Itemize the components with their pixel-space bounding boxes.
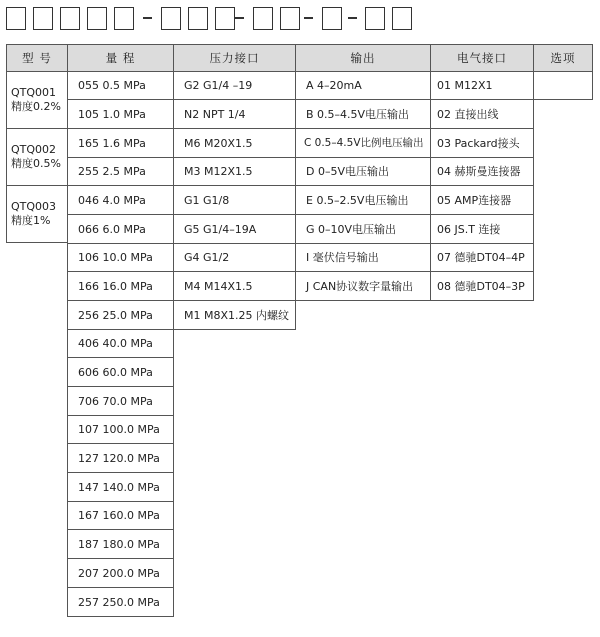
code-box xyxy=(161,7,181,30)
output-cell: E 0.5–2.5V电压输出 xyxy=(295,185,431,215)
header-range: 量 程 xyxy=(67,44,174,72)
model-name: QTQ001 xyxy=(11,86,57,99)
code-box xyxy=(87,7,107,30)
electrical-cell: 05 AMP连接器 xyxy=(430,185,534,215)
range-cell: 055 0.5 MPa xyxy=(67,71,174,100)
port-cell: G5 G1/4–19A xyxy=(173,214,296,244)
header-options: 选项 xyxy=(533,44,593,72)
port-cell: M6 M20X1.5 xyxy=(173,128,296,158)
range-cell: 406 40.0 MPa xyxy=(67,329,174,358)
electrical-cell: 08 德驰DT04–3P xyxy=(430,271,534,301)
header-output: 输出 xyxy=(295,44,431,72)
port-cell: G1 G1/8 xyxy=(173,185,296,215)
range-cell: 127 120.0 MPa xyxy=(67,443,174,473)
code-pattern xyxy=(0,0,600,40)
electrical-cell: 01 M12X1 xyxy=(430,71,534,100)
model-name: QTQ003 xyxy=(11,200,57,213)
model-cell xyxy=(6,185,68,243)
range-cell: 147 140.0 MPa xyxy=(67,472,174,502)
code-box xyxy=(280,7,300,30)
model-accuracy: 精度0.5% xyxy=(11,157,61,170)
range-cell: 187 180.0 MPa xyxy=(67,529,174,559)
range-cell: 257 250.0 MPa xyxy=(67,587,174,617)
model-accuracy: 精度1% xyxy=(11,214,51,227)
output-cell: I 毫伏信号输出 xyxy=(295,243,431,272)
electrical-cell: 03 Packard接头 xyxy=(430,128,534,158)
electrical-cell: 06 JS.T 连接 xyxy=(430,214,534,244)
port-cell: M1 M8X1.25 内螺纹 xyxy=(173,300,296,330)
range-cell: 066 6.0 MPa xyxy=(67,214,174,244)
range-cell: 706 70.0 MPa xyxy=(67,386,174,416)
range-cell: 166 16.0 MPa xyxy=(67,271,174,301)
range-cell: 606 60.0 MPa xyxy=(67,357,174,387)
code-box xyxy=(33,7,53,30)
model-accuracy: 精度0.2% xyxy=(11,100,61,113)
model-name: QTQ002 xyxy=(11,143,57,156)
model-cell xyxy=(6,71,68,129)
code-box xyxy=(215,7,235,30)
code-box xyxy=(392,7,412,30)
header-electrical: 电气接口 xyxy=(430,44,534,72)
code-separator xyxy=(235,17,244,19)
code-box xyxy=(365,7,385,30)
code-box xyxy=(6,7,26,30)
code-box xyxy=(60,7,80,30)
range-cell: 255 2.5 MPa xyxy=(67,157,174,186)
options-cell xyxy=(533,71,593,100)
port-cell: G4 G1/2 xyxy=(173,243,296,272)
output-cell: C 0.5–4.5V比例电压输出 xyxy=(295,128,431,158)
port-cell: M3 M12X1.5 xyxy=(173,157,296,186)
output-cell: D 0–5V电压输出 xyxy=(295,157,431,186)
port-cell: G2 G1/4 –19 xyxy=(173,71,296,100)
output-cell: B 0.5–4.5V电压输出 xyxy=(295,99,431,129)
output-cell: J CAN协议数字量输出 xyxy=(295,271,431,301)
range-cell: 165 1.6 MPa xyxy=(67,128,174,158)
output-cell: A 4–20mA xyxy=(295,71,431,100)
header-model: 型 号 xyxy=(6,44,68,72)
model-cell xyxy=(6,128,68,186)
electrical-cell: 04 赫斯曼连接器 xyxy=(430,157,534,186)
range-cell: 256 25.0 MPa xyxy=(67,300,174,330)
electrical-cell: 07 德驰DT04–4P xyxy=(430,243,534,272)
range-cell: 107 100.0 MPa xyxy=(67,415,174,444)
code-box xyxy=(188,7,208,30)
code-separator xyxy=(348,17,357,19)
port-cell: N2 NPT 1/4 xyxy=(173,99,296,129)
range-cell: 106 10.0 MPa xyxy=(67,243,174,272)
code-separator xyxy=(143,17,152,19)
range-cell: 167 160.0 MPa xyxy=(67,501,174,530)
code-box xyxy=(253,7,273,30)
range-cell: 207 200.0 MPa xyxy=(67,558,174,588)
electrical-cell: 02 直接出线 xyxy=(430,99,534,129)
range-cell: 105 1.0 MPa xyxy=(67,99,174,129)
code-box xyxy=(114,7,134,30)
header-pressure-port: 压力接口 xyxy=(173,44,296,72)
code-separator xyxy=(304,17,313,19)
range-cell: 046 4.0 MPa xyxy=(67,185,174,215)
output-cell: G 0–10V电压输出 xyxy=(295,214,431,244)
code-box xyxy=(322,7,342,30)
port-cell: M4 M14X1.5 xyxy=(173,271,296,301)
